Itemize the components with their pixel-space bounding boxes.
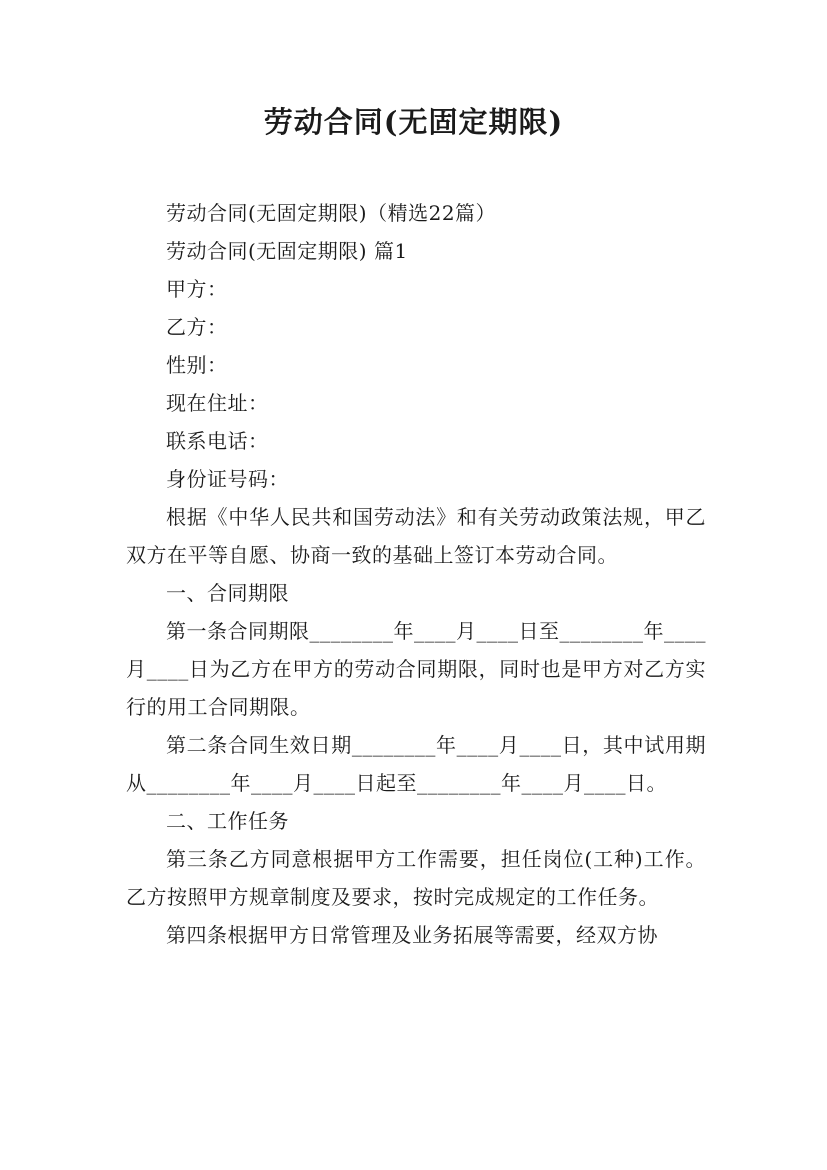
paragraph-subtitle: 劳动合同(无固定期限)（精选22篇）: [166, 201, 497, 225]
field-party-a: 甲方：: [166, 277, 228, 301]
field-id-number: 身份证号码：: [166, 467, 289, 491]
article-4: 第四条根据甲方日常管理及业务拓展等需要，经双方协: [166, 923, 658, 947]
field-gender: 性别：: [166, 353, 228, 377]
document-body: [126, 194, 706, 954]
field-party-b: 乙方：: [166, 315, 228, 339]
article-2: 第二条合同生效日期________年____月____日，其中试用期从________年____月____日起至________年____月____日。: [126, 733, 706, 795]
heading-contract-term: 一、合同期限: [166, 581, 289, 605]
field-phone: 联系电话：: [166, 429, 269, 453]
article-1: 第一条合同期限________年____月____日至________年____月____日为乙方在甲方的劳动合同期限，同时也是甲方对乙方实行的用工合同期限。: [126, 619, 706, 719]
heading-work-tasks: 二、工作任务: [166, 809, 289, 833]
paragraph-section-heading: 劳动合同(无固定期限) 篇1: [166, 239, 408, 263]
document-title: 劳动合同(无固定期限): [263, 105, 564, 139]
field-address: 现在住址：: [166, 391, 269, 415]
paragraph-preamble: 根据《中华人民共和国劳动法》和有关劳动政策法规，甲乙双方在平等自愿、协商一致的基础上签订本劳动合同。: [126, 505, 706, 567]
article-3: 第三条乙方同意根据甲方工作需要，担任岗位(工种)工作。乙方按照甲方规章制度及要求，按时完成规定的工作任务。: [126, 847, 706, 909]
